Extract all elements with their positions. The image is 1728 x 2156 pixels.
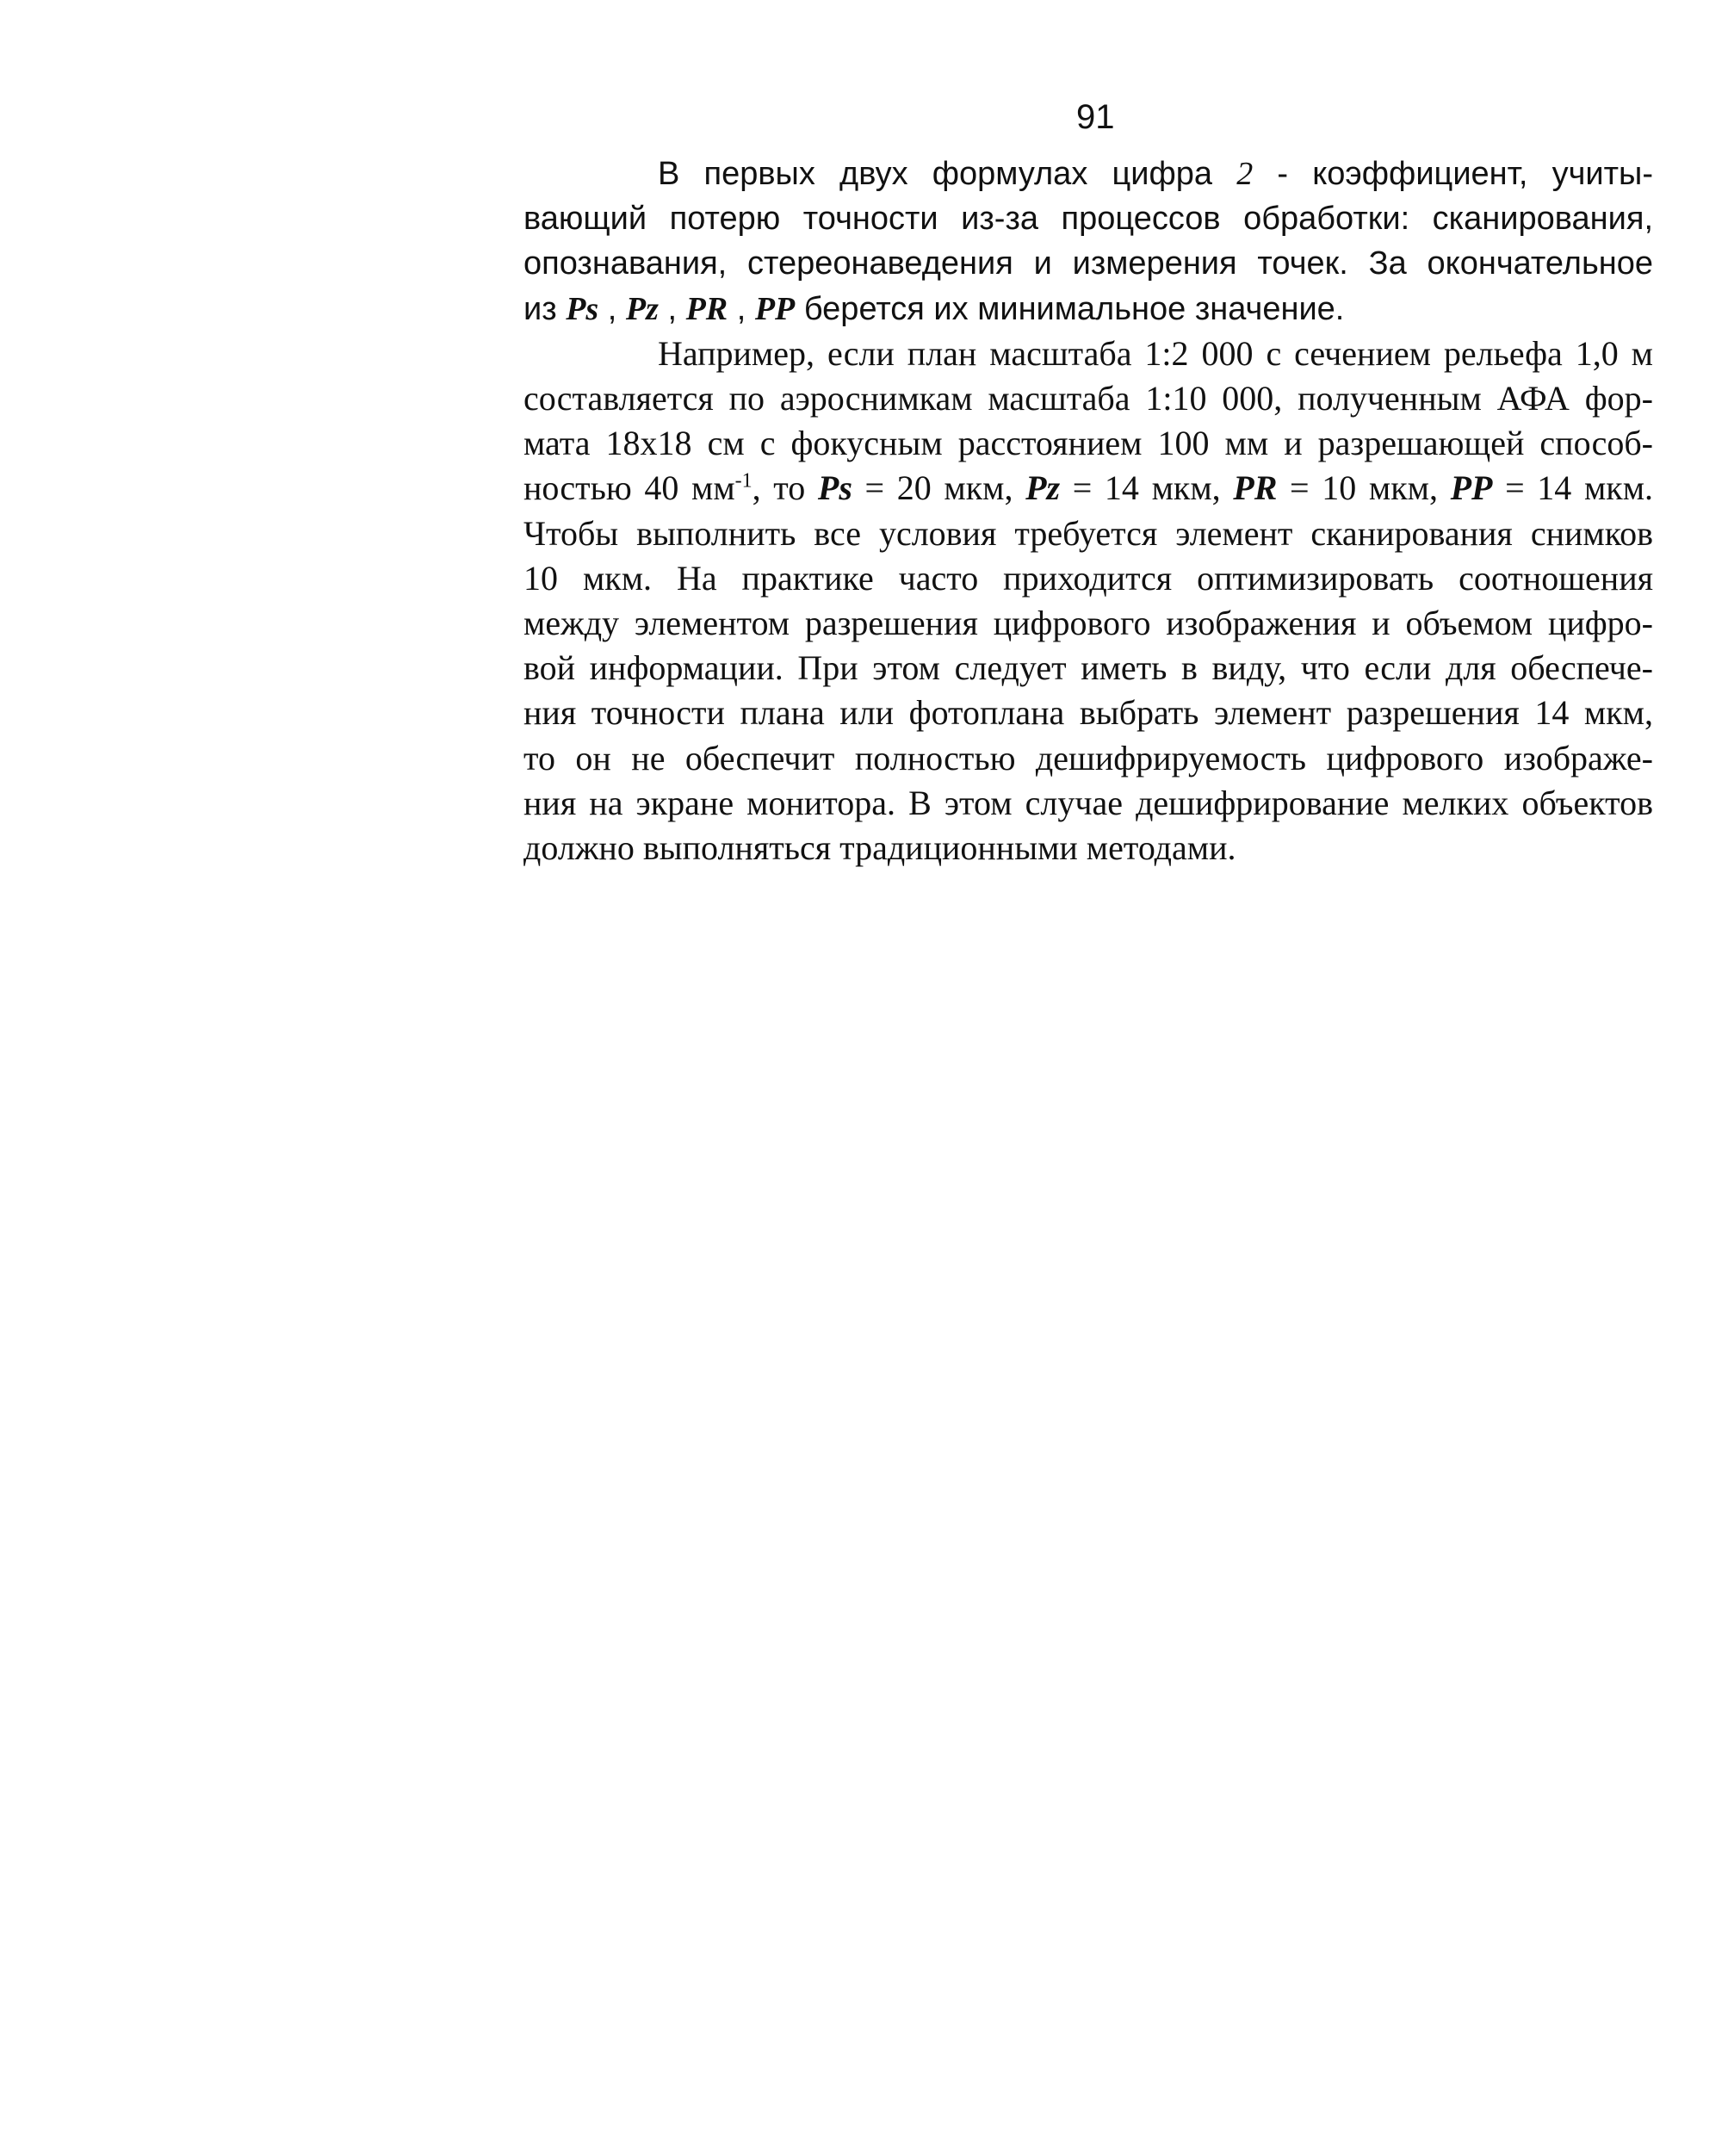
text-line: Например, если план масштаба 1:2 000 с сечением рельефа 1,0 м <box>658 333 1653 373</box>
text-run: В первых двух формулах цифра <box>658 156 1237 192</box>
text-run: = 20 мкм, <box>852 468 1026 508</box>
formula-symbol: PP <box>1450 468 1493 508</box>
text-line <box>523 152 1653 196</box>
paragraph-1 <box>523 152 1653 331</box>
formula-symbol: Ps <box>817 468 852 508</box>
text-line: вой информации. При этом следует иметь в виду, что если для обеспече- <box>523 648 1653 688</box>
text-run: берется их минимальное значение. <box>795 290 1345 327</box>
text-line: то он не обеспечит полностью дешифрируемость цифрового изображе- <box>523 738 1653 778</box>
text-line: должно выполняться традиционными методами. <box>523 828 1236 868</box>
formula-symbol: Ps <box>566 290 599 327</box>
text-line: мата 18x18 см с фокусным расстоянием 100 мм и разрешающей способ- <box>523 424 1653 463</box>
text-line: 10 мкм. На практике часто приходится оптимизировать соотношения <box>523 558 1653 598</box>
body-text <box>523 152 1653 870</box>
text-run: , то <box>752 468 818 508</box>
page-number: 91 <box>1076 98 1115 136</box>
text-run: , <box>658 290 686 327</box>
text-line <box>523 466 1653 511</box>
text-line: Чтобы выполнить все условия требуется элемент сканирования снимков <box>523 513 1653 553</box>
formula-symbol: PR <box>685 290 728 327</box>
text-run: , <box>598 290 626 327</box>
text-run: из <box>523 290 567 327</box>
formula-symbol: Pz <box>625 290 659 327</box>
paragraph-2 <box>523 331 1653 870</box>
text-line: вающий потерю точности из-за процессов обработки: сканирования, <box>523 201 1653 238</box>
formula-symbol: Pz <box>1025 468 1061 508</box>
formula-symbol: PP <box>754 290 796 327</box>
formula-symbol: 2 <box>1236 156 1254 192</box>
text-run: = 14 мкм, <box>1060 468 1234 508</box>
text-line: опознавания, стереонаведения и измерения точек. За окончательное <box>523 245 1653 282</box>
text-run: = 10 мкм, <box>1277 468 1451 508</box>
text-line: составляется по аэроснимкам масштаба 1:10 000, полученным АФА фор- <box>523 379 1653 418</box>
superscript: -1 <box>734 470 753 493</box>
text-run: - коэффициент, учиты- <box>1253 156 1653 192</box>
text-run: , <box>728 290 755 327</box>
text-line: между элементом разрешения цифрового изображения и объемом цифро- <box>523 604 1653 643</box>
text-line: ния на экране монитора. В этом случае дешифрирование мелких объектов <box>523 783 1653 822</box>
formula-symbol: PR <box>1233 468 1278 508</box>
text-run: ностью 40 мм <box>523 468 735 508</box>
text-run: = 14 мкм. <box>1492 468 1654 508</box>
text-line: ния точности плана или фотоплана выбрать элемент разрешения 14 мкм, <box>523 693 1653 733</box>
text-line <box>523 287 1653 331</box>
